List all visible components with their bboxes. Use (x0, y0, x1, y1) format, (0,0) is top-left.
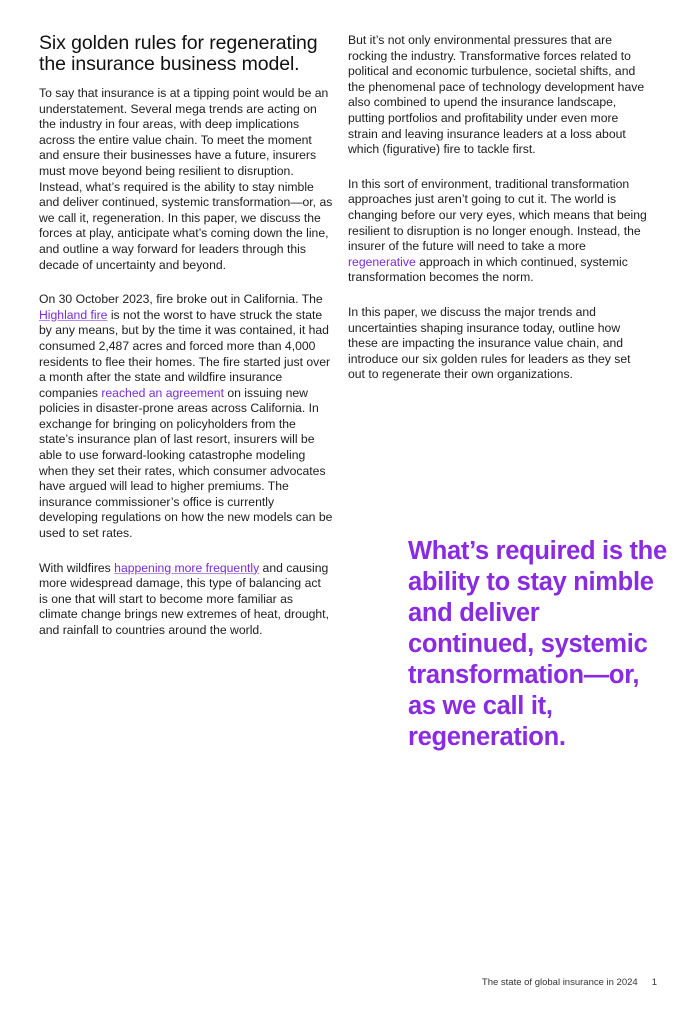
pressures-paragraph: But it’s not only environmental pressures that are rocking the industry. Transformative forces related to political and economic turbulence, societal shifts, and the phenomenal pace of technology development have also combined to upend the insurance landscape, putting portfolios and profitability under even more strain and leaving insurance leaders at a loss about which (figurative) fire to tackle first. (348, 33, 645, 157)
highland-fire-paragraph: On 30 October 2023, fire broke out in California. The Highland fire is not the worst to have struck the state by any means, but by the time it was contained, it had consumed 2,487 acres and forced more than 4,000 residents to flee their homes. The fire started just over a month after the state and wildfire insurance companies reached an agreement on issuing new policies in disaster-prone areas across California. In exchange for bringing on policyholders from the state’s insurance plan of last resort, insurers will be able to use forward-looking catastrophe modeling when they set their rates, which consumer advocates have argued will lead to higher premiums. The insurance commissioner’s office is currently developing regulations on how the new models can be used to set rates. (39, 292, 333, 541)
regenerative-link[interactable]: regenerative (348, 254, 416, 269)
left-column (39, 33, 333, 658)
highland-fire-link[interactable]: Highland fire (39, 307, 108, 322)
right-column (348, 33, 648, 402)
page-number: 1 (651, 977, 657, 988)
pull-quote: What’s required is the ability to stay nimble and deliver continued, systemic transformation—or, as we call it, regeneration. (408, 537, 667, 751)
intro-paragraph: To say that insurance is at a tipping point would be an understatement. Several mega trends are acting on the industry in four areas, with deep implications across the entire value chain. To meet the moment and ensure their businesses have a future, insurers must move beyond being resilient to disruption. Instead, what’s required is the ability to stay nimble and deliver continued, systemic transformation—or, as we call it, regeneration. In this paper, we discuss the forces at play, anticipate what’s coming down the line, and outline a way forward for leaders through this decade of uncertainty and beyond. (39, 86, 333, 272)
happening-more-frequently-link[interactable]: happening more frequently (114, 560, 260, 575)
reached-agreement-link[interactable]: reached an agreement (101, 385, 224, 400)
environment-paragraph: In this sort of environment, traditional transformation approaches just aren’t going to cut it. The world is changing before our very eyes, which means that being resilient to disruption is no longer enough. Instead, the insurer of the future will need to take a more regenerative approach in which continued, systemic transformation becomes the norm. (348, 176, 647, 285)
page-title: Six golden rules for regenerating the insurance business model. (39, 32, 318, 75)
page-footer (482, 977, 657, 988)
footer-report-title: The state of global insurance in 2024 (481, 977, 638, 988)
paper-overview-paragraph: In this paper, we discuss the major trends and uncertainties shaping insurance today, outline how these are impacting the insurance value chain, and introduce our six golden rules for leaders as they set out to regenerate their own organizations. (348, 304, 631, 382)
wildfires-paragraph: With wildfires happening more frequently and causing more widespread damage, this type of balancing act is one that will start to become more familiar as climate change brings new extremes of heat, drought, and rainfall to countries around the world. (39, 560, 329, 637)
